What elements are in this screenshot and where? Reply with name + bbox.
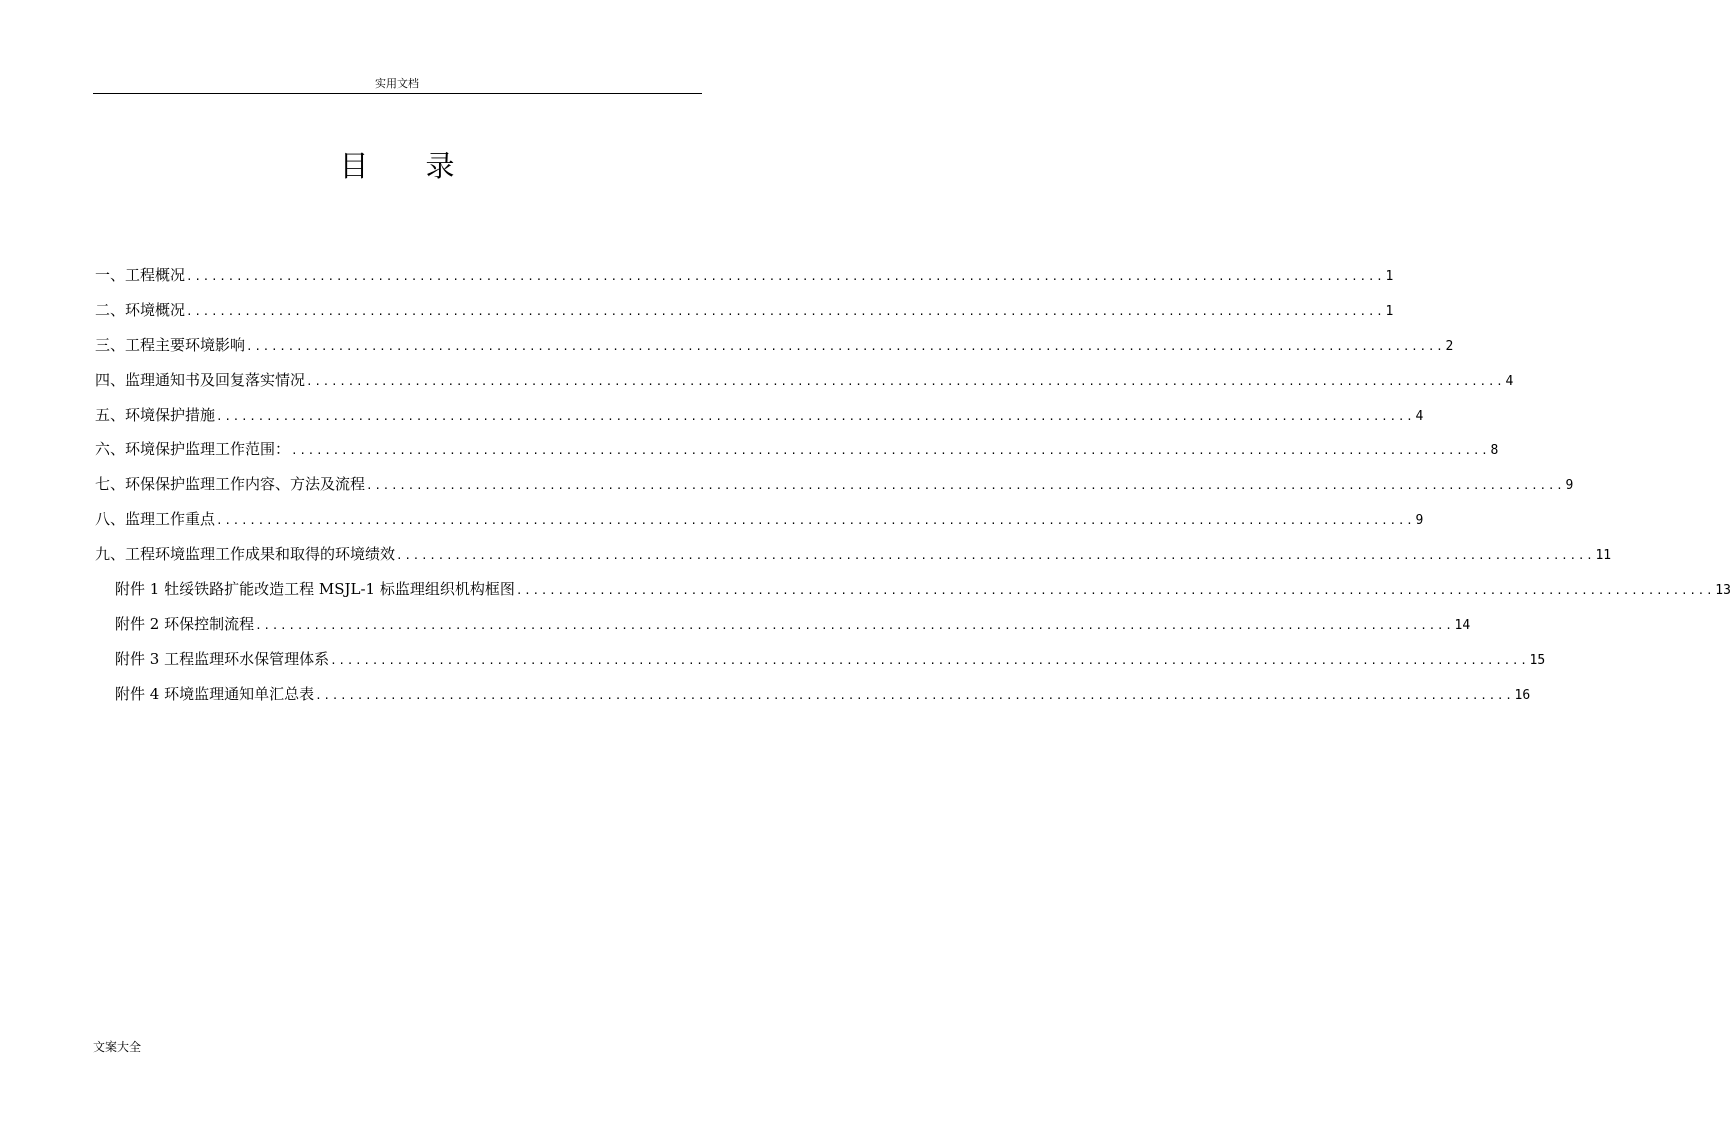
toc-dot-leader: ................................................................................................................................................ [246, 339, 1445, 353]
toc-dot-leader: ................................................................................................................................................ [291, 444, 1490, 458]
header-divider [93, 93, 702, 94]
toc-dot-leader: ................................................................................................................................................ [255, 618, 1454, 632]
toc-entry-2[interactable] [95, 297, 1394, 332]
toc-page-number: 11 [1595, 548, 1612, 564]
table-of-contents [95, 262, 1731, 716]
toc-entry-9[interactable] [95, 541, 1612, 576]
toc-page-number: 8 [1490, 443, 1499, 459]
toc-page-number: 9 [1565, 478, 1574, 494]
toc-entry-label: 八、监理工作重点 [95, 510, 216, 529]
toc-entry-label: 附件 4 环境监理通知单汇总表 [115, 684, 315, 703]
toc-entry-label: 三、工程主要环境影响 [95, 335, 246, 354]
toc-dot-leader: ................................................................................................................................................ [306, 374, 1505, 388]
toc-page-number: 1 [1385, 303, 1394, 319]
toc-entry-8[interactable] [95, 506, 1424, 541]
toc-page-number: 4 [1505, 373, 1514, 389]
toc-page-number: 1 [1385, 269, 1394, 284]
toc-page-number: 9 [1415, 513, 1424, 529]
toc-entry-label: 七、环保保护监理工作内容、方法及流程 [95, 475, 366, 494]
toc-entry-4[interactable] [95, 367, 1514, 402]
toc-dot-leader: ................................................................................................................................................ [396, 549, 1595, 563]
toc-page-number: 16 [1514, 687, 1531, 703]
toc-dot-leader: ................................................................................................................................................ [186, 304, 1385, 318]
toc-page-number: 13 [1715, 583, 1731, 599]
toc-entry-label: 五、环境保护措施 [95, 405, 216, 424]
toc-page-number: 14 [1454, 617, 1471, 633]
page-title: 目录 [339, 149, 512, 183]
toc-entry-6[interactable] [95, 436, 1499, 471]
toc-entry-label: 六、环境保护监理工作范围： [95, 440, 291, 459]
toc-dot-leader: ................................................................................................................................................ [366, 479, 1565, 493]
toc-page-number: 4 [1415, 408, 1424, 424]
toc-entry-appendix-4[interactable] [95, 681, 1531, 716]
toc-dot-leader: ................................................................................................................................................ [315, 688, 1514, 702]
toc-dot-leader: ................................................................................................................................................ [216, 409, 1415, 423]
toc-entry-1[interactable] [95, 262, 1394, 297]
toc-dot-leader: ................................................................................................................................................ [330, 653, 1529, 667]
toc-entry-7[interactable] [95, 471, 1574, 506]
toc-entry-label: 二、环境概况 [95, 300, 186, 319]
toc-dot-leader: ................................................................................................................................................ [216, 514, 1415, 528]
toc-entry-label: 四、监理通知书及回复落实情况 [95, 370, 306, 389]
toc-page-number: 2 [1445, 338, 1454, 354]
toc-dot-leader: ................................................................................................................................................ [515, 584, 1715, 598]
toc-entry-label: 一、工程概况 [95, 266, 186, 284]
toc-entry-label: 附件 3 工程监理环水保管理体系 [115, 649, 330, 668]
toc-entry-appendix-2[interactable] [95, 611, 1471, 646]
page-header: 实用文档 [375, 77, 419, 90]
toc-entry-label: 附件 2 环保控制流程 [115, 614, 255, 633]
page-footer: 文案大全 [93, 1040, 142, 1054]
toc-entry-appendix-3[interactable] [95, 646, 1546, 681]
toc-entry-label: 九、工程环境监理工作成果和取得的环境绩效 [95, 545, 396, 564]
toc-entry-5[interactable] [95, 402, 1424, 437]
toc-entry-appendix-1[interactable] [95, 576, 1731, 611]
toc-page-number: 15 [1529, 652, 1546, 668]
toc-entry-3[interactable] [95, 332, 1454, 367]
toc-dot-leader: ................................................................................................................................................ [186, 270, 1385, 283]
toc-entry-label: 附件 1 牡绥铁路扩能改造工程 MSJL-1 标监理组织机构框图 [115, 580, 515, 599]
